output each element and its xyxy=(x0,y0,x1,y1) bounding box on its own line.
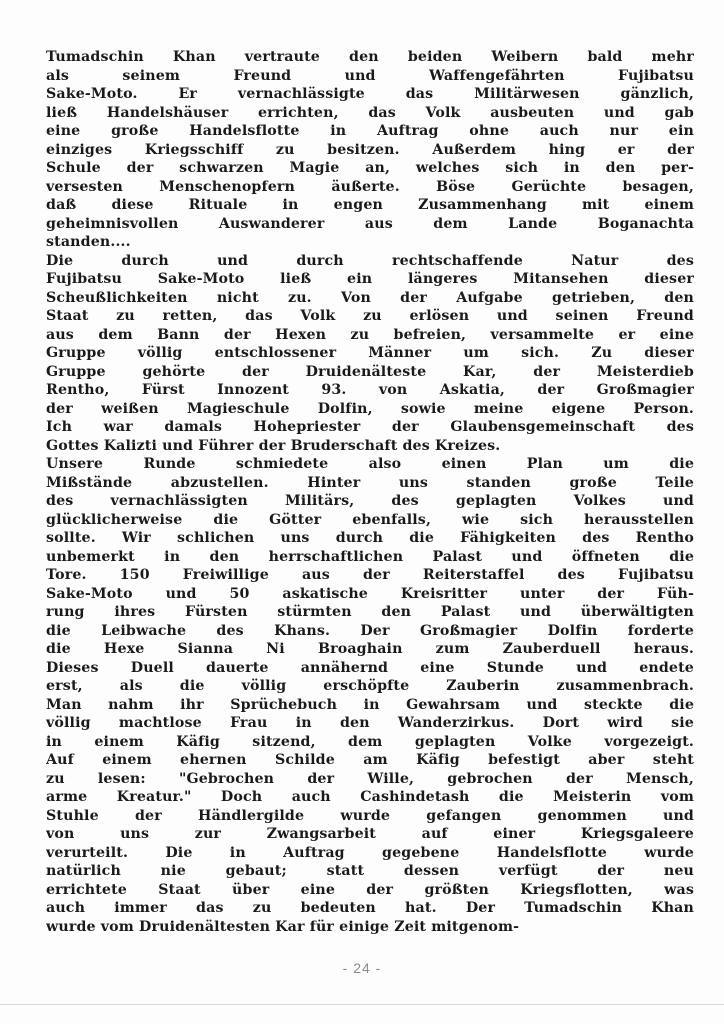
text-line: einziges Kriegsschiff zu besitzen. Außerdem hing er der xyxy=(46,141,694,158)
text-line: Sake-Moto und 50 askatische Kreisritter unter der Füh- xyxy=(46,585,694,602)
text-line: Die durch und durch rechtschaffende Natur des xyxy=(46,252,694,269)
text-line: Tore. 150 Freiwillige aus der Reiterstaffel des Fujibatsu xyxy=(46,567,694,583)
text-line: standen.... xyxy=(46,234,131,250)
text-line: ließ Handelshäuser errichten, das Volk ausbeuten und gab xyxy=(46,104,694,121)
text-line: rung ihres Fürsten stürmten den Palast und überwältigten xyxy=(46,604,694,620)
text-line: Ich war damals Hohepriester der Glaubensgemeinschaft des xyxy=(46,419,694,435)
text-line: Schule der schwarzen Magie an, welches sich in den per- xyxy=(46,160,694,176)
text-line: Gruppe gehörte der Druidenälteste Kar, der Meisterdieb xyxy=(46,363,694,380)
text-line: wurde vom Druidenältesten Kar für einige Zeit mitgenom- xyxy=(46,918,520,935)
text-line: Sake-Moto. Er vernachlässigte das Militärwesen gänzlich, xyxy=(46,86,694,102)
text-line: arme Kreatur." Doch auch Cashindetash die Meisterin vom xyxy=(46,789,694,805)
text-line: Gruppe völlig entschlossener Männer um sich. Zu dieser xyxy=(46,345,694,361)
text-line: verurteilt. Die in Auftrag gegebene Handelsflotte wurde xyxy=(46,844,694,861)
text-line: glücklicherweise die Götter ebenfalls, wie sich herausstellen xyxy=(46,511,694,528)
body-text xyxy=(46,48,694,936)
text-line: daß diese Rituale in engen Zusammenhang mit einem xyxy=(46,197,694,213)
text-line: Gottes Kalizti und Führer der Bruderschaft des Kreizes. xyxy=(46,437,501,454)
text-line: Staat zu retten, das Volk zu erlösen und seinen Freund xyxy=(46,308,694,324)
text-line: natürlich nie gebaut; statt dessen verfügt der neu xyxy=(46,863,694,879)
page-number: - 24 - xyxy=(342,960,382,976)
text-line: völlig machtlose Frau in den Wanderzirkus. Dort wird sie xyxy=(46,715,694,731)
text-line: der weißen Magieschule Dolfin, sowie meine eigene Person. xyxy=(46,400,694,417)
text-line: Dieses Duell dauerte annähernd eine Stunde und endete xyxy=(46,659,694,676)
text-line: errichtete Staat über eine der größten Kriegsflotten, was xyxy=(46,881,694,898)
text-line: erst, als die völlig erschöpfte Zauberin zusammenbrach. xyxy=(46,678,694,694)
text-line: eine große Handelsflotte in Auftrag ohne auch nur ein xyxy=(46,123,694,139)
text-line: die Hexe Sianna Ni Broaghain zum Zauberduell heraus. xyxy=(46,641,694,657)
text-line: Unsere Runde schmiedete also einen Plan um die xyxy=(46,456,694,472)
text-line: Tumadschin Khan vertraute den beiden Weibern bald mehr xyxy=(46,49,694,65)
text-line: sollte. Wir schlichen uns durch die Fähigkeiten des Rentho xyxy=(46,530,694,546)
text-line: von uns zur Zwangsarbeit auf einer Kriegsgaleere xyxy=(46,826,694,842)
text-line: geheimnisvollen Auswanderer aus dem Lande Boganachta xyxy=(46,215,694,232)
text-line: Man nahm ihr Sprüchebuch in Gewahrsam und steckte die xyxy=(46,696,694,713)
page-bottom-edge xyxy=(0,1004,724,1005)
text-line: versesten Menschenopfern äußerte. Böse Gerüchte besagen, xyxy=(46,178,694,195)
text-line: Mißstände abzustellen. Hinter uns standen große Teile xyxy=(46,474,694,491)
text-line: Stuhle der Händlergilde wurde gefangen genommen und xyxy=(46,807,694,824)
text-line: zu lesen: "Gebrochen der Wille, gebrochen der Mensch, xyxy=(46,770,694,787)
text-line: als seinem Freund und Waffengefährten Fujibatsu xyxy=(46,67,694,84)
text-line: Fujibatsu Sake-Moto ließ ein längeres Mitansehen dieser xyxy=(46,271,694,287)
text-line: unbemerkt in den herrschaftlichen Palast und öffneten die xyxy=(46,548,694,565)
text-line: auch immer das zu bedeuten hat. Der Tumadschin Khan xyxy=(46,900,694,916)
text-line: Auf einem ehernen Schilde am Käfig befestigt aber steht xyxy=(46,752,694,768)
text-line: Scheußlichkeiten nicht zu. Von der Aufgabe getrieben, den xyxy=(46,289,694,306)
text-line: in einem Käfig sitzend, dem geplagten Volke vorgezeigt. xyxy=(46,733,694,750)
text-line: des vernachlässigten Militärs, des geplagten Volkes und xyxy=(46,493,694,509)
text-line: die Leibwache des Khans. Der Großmagier Dolfin forderte xyxy=(46,622,694,639)
text-line: Rentho, Fürst Innozent 93. von Askatia, der Großmagier xyxy=(46,382,694,398)
text-line: aus dem Bann der Hexen zu befreien, versammelte er eine xyxy=(46,326,694,343)
